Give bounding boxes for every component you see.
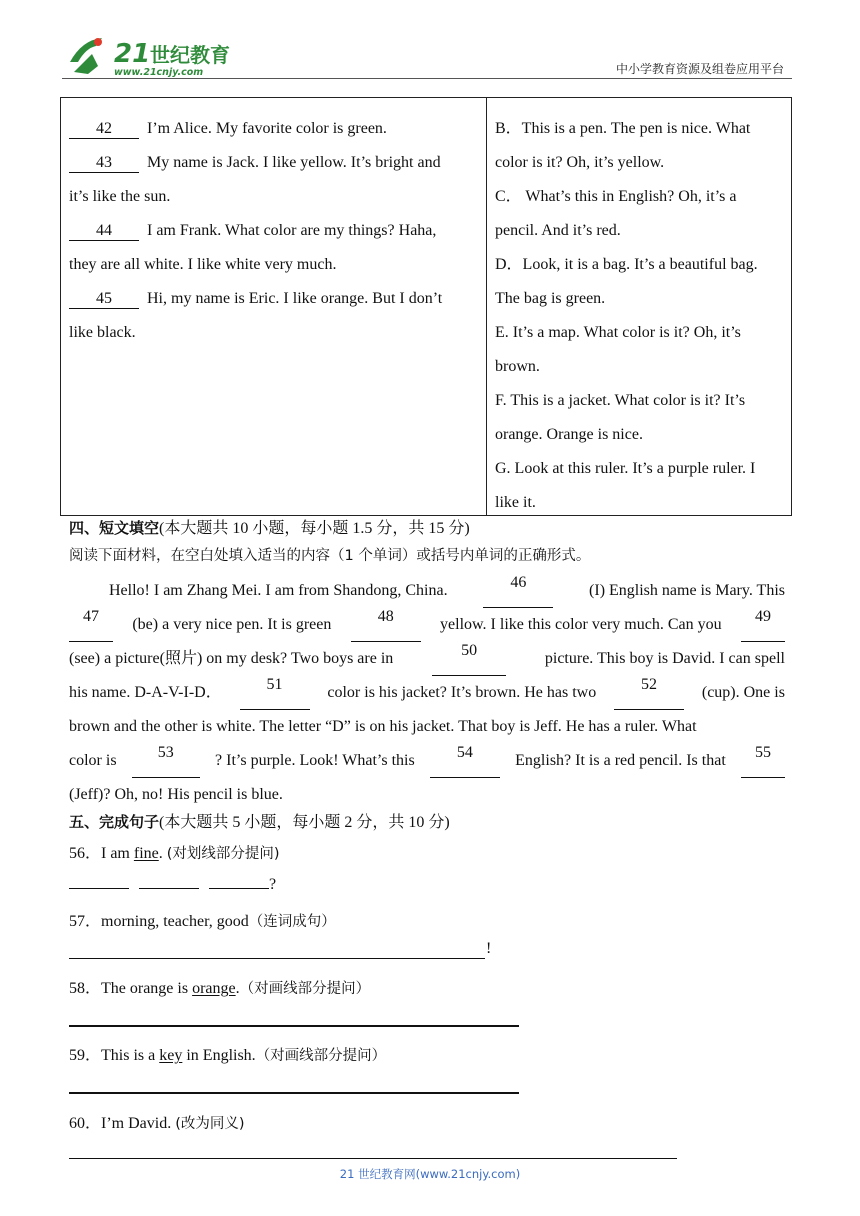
passage-line-4: his name. D-A-V-I-D． 51 color is his jacket? It’s brown. He has two 52 (cup). One is xyxy=(69,676,785,710)
right-line: The bag is green. xyxy=(495,290,606,307)
question-56: 56．I am fine. (对划线部分提问) xyxy=(69,845,280,862)
blank-53[interactable]: 53 xyxy=(132,744,200,778)
page-header xyxy=(62,28,792,80)
answer-line-57[interactable] xyxy=(69,958,485,959)
section5-title: 五、完成句子(本大题共 5 小题，每小题 2 分，共 10 分) xyxy=(69,813,450,831)
logo-text: 世纪教育 xyxy=(150,43,230,67)
right-line: D．Look, it is a bag. It’s a beautiful bag. xyxy=(495,256,758,273)
left-item-42: 42 I’m Alice. My favorite color is green. xyxy=(69,112,478,146)
matching-right-column xyxy=(487,98,791,515)
passage-line-3: (see) a picture(照片) on my desk? Two boys are in 50 picture. This boy is David. I can spell xyxy=(69,642,785,676)
passage-line-2: 47 (be) a very nice pen. It is green 48 yellow. I like this color very much. Can you 49 xyxy=(69,608,785,642)
passage-line-5: brown and the other is white. The letter “D” is on his jacket. That boy is Jeff. He has a ruler. What xyxy=(69,718,697,735)
right-line: C． What’s this in English? Oh, it’s a xyxy=(495,188,737,205)
answer-line-60[interactable] xyxy=(69,1158,677,1159)
question-59: 59．This is a key in English.（对画线部分提问） xyxy=(69,1047,387,1064)
answer-line-58[interactable] xyxy=(69,1025,519,1027)
right-line: orange. Orange is nice. xyxy=(495,426,643,443)
right-line: pencil. And it’s red. xyxy=(495,222,621,239)
left-item-43-cont: it’s like the sun. xyxy=(69,188,171,205)
answer-57-end: ! xyxy=(486,940,492,957)
section4-title: 四、短文填空(本大题共 10 小题，每小题 1.5 分，共 15 分) xyxy=(69,519,470,537)
logo-number: 21 xyxy=(114,39,151,69)
blank-52[interactable]: 52 xyxy=(614,676,684,710)
logo-url: www.21cnjy.com xyxy=(114,67,204,78)
logo-icon xyxy=(62,32,262,78)
section4-instruction: 阅读下面材料，在空白处填入适当的内容（1 个单词）或括号内单词的正确形式。 xyxy=(69,548,591,564)
right-line: E. It’s a map. What color is it? Oh, it’s xyxy=(495,324,741,341)
right-line: brown. xyxy=(495,358,540,375)
question-57: 57．morning, teacher, good（连词成句） xyxy=(69,913,336,930)
blank-46[interactable]: 46 xyxy=(483,574,553,608)
passage-line-7: (Jeff)? Oh, no! His pencil is blue. xyxy=(69,786,283,803)
passage-line-1: Hello! I am Zhang Mei. I am from Shandong, China. 46 (I) English name is Mary. This xyxy=(69,574,785,608)
blank-54[interactable]: 54 xyxy=(430,744,500,778)
right-line: color is it? Oh, it’s yellow. xyxy=(495,154,665,171)
passage-line-6: color is 53 ? It’s purple. Look! What’s this 54 English? It is a red pencil. Is that 55 xyxy=(69,744,785,778)
question-58: 58．The orange is orange.（对画线部分提问） xyxy=(69,980,371,997)
right-line: G. Look at this ruler. It’s a purple ruler. I xyxy=(495,460,756,477)
blank-51[interactable]: 51 xyxy=(240,676,310,710)
right-line: like it. xyxy=(495,494,536,511)
matching-table xyxy=(60,97,792,516)
page-footer: 21 世纪教育网(www.21cnjy.com) xyxy=(339,1167,521,1181)
header-platform-name: 中小学教育资源及组卷应用平台 xyxy=(615,62,784,76)
left-item-45: 45 Hi, my name is Eric. I like orange. But I don’t xyxy=(69,282,478,316)
blank-55[interactable]: 55 xyxy=(741,744,785,778)
left-item-43: 43 My name is Jack. I like yellow. It’s bright and xyxy=(69,146,478,180)
header-divider xyxy=(62,78,792,79)
right-line: B．This is a pen. The pen is nice. What xyxy=(495,120,751,137)
cloze-passage xyxy=(69,574,785,812)
left-item-44-cont: they are all white. I like white very much. xyxy=(69,256,337,273)
blank-48[interactable]: 48 xyxy=(351,608,421,642)
right-line: F. This is a jacket. What color is it? It’s xyxy=(495,392,746,409)
question-60: 60．I’m David. (改为同义) xyxy=(69,1115,245,1132)
matching-left-column xyxy=(61,98,487,515)
answer-56[interactable]: ? xyxy=(69,874,276,894)
blank-47[interactable]: 47 xyxy=(69,608,113,642)
left-item-45-cont: like black. xyxy=(69,324,136,341)
answer-line-59[interactable] xyxy=(69,1092,519,1094)
blank-50[interactable]: 50 xyxy=(432,642,506,676)
left-item-44: 44 I am Frank. What color are my things? Haha, xyxy=(69,214,478,248)
blank-49[interactable]: 49 xyxy=(741,608,785,642)
